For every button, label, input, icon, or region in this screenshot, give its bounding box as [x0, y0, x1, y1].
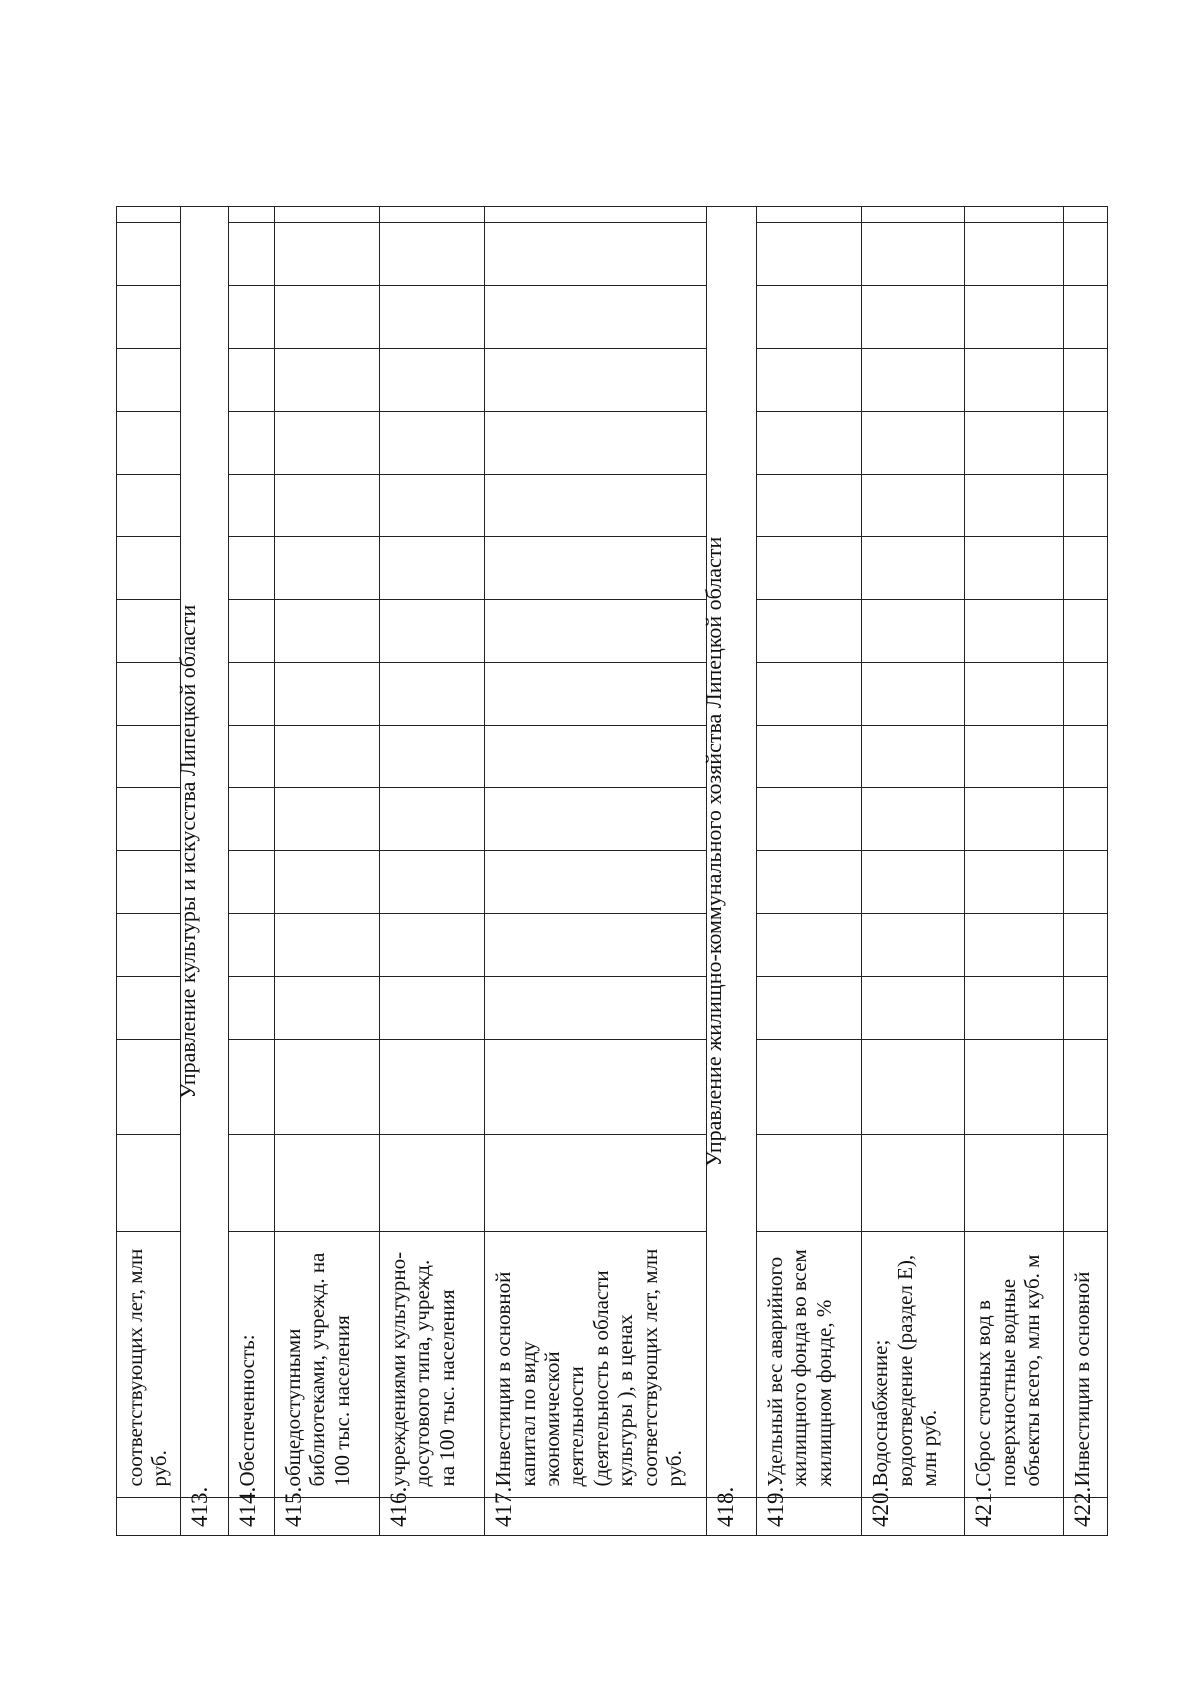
- value-cell: [965, 788, 1064, 851]
- value-cell: [117, 662, 181, 725]
- value-cell: [380, 1039, 485, 1134]
- value-cell: [485, 976, 706, 1039]
- value-cell: [965, 600, 1064, 663]
- table-row: [228, 207, 274, 1536]
- value-cell: [485, 537, 706, 600]
- value-cell: [380, 788, 485, 851]
- value-cell: [274, 207, 379, 223]
- indicator-name: Обеспеченность:: [228, 1232, 274, 1497]
- section-row: [706, 207, 756, 1536]
- value-cell: [965, 914, 1064, 977]
- value-cell: [117, 851, 181, 914]
- indicator-name: Сброс сточных вод в поверхностные водные объекты всего, млн куб. м: [965, 1232, 1064, 1497]
- value-cell: [1064, 914, 1108, 977]
- value-cell: [274, 600, 379, 663]
- value-cell: [485, 207, 706, 223]
- value-cell: [1064, 348, 1108, 411]
- row-number: 413.: [180, 1497, 228, 1535]
- value-cell: [757, 851, 862, 914]
- value-cell: [117, 1039, 181, 1134]
- value-cell: [757, 223, 862, 286]
- value-cell: [862, 976, 965, 1039]
- value-cell: [117, 223, 181, 286]
- indicator-name: учреждениями культурно-досугового типа, учрежд. на 100 тыс. населения: [380, 1232, 485, 1497]
- value-cell: [485, 474, 706, 537]
- value-cell: [965, 851, 1064, 914]
- value-cell: [380, 1134, 485, 1231]
- value-cell: [485, 1134, 706, 1231]
- indicator-name: Водоснабжение; водоотведение (раздел Е), млн руб.: [862, 1232, 965, 1497]
- value-cell: [862, 600, 965, 663]
- value-cell: [1064, 286, 1108, 349]
- value-cell: [228, 976, 274, 1039]
- value-cell: [757, 600, 862, 663]
- value-cell: [228, 207, 274, 223]
- value-cell: [965, 223, 1064, 286]
- value-cell: [485, 788, 706, 851]
- row-number: [117, 1497, 181, 1535]
- value-cell: [965, 474, 1064, 537]
- value-cell: [757, 1039, 862, 1134]
- value-cell: [862, 207, 965, 223]
- section-title: [174, 207, 228, 1498]
- indicator-name: соответствующих лет, млн руб.: [117, 1232, 181, 1497]
- table-row: [485, 207, 706, 1536]
- value-cell: [1064, 1134, 1108, 1231]
- value-cell: [965, 348, 1064, 411]
- value-cell: [757, 411, 862, 474]
- section-title-text: Управление культуры и искусства Липецкой области: [174, 604, 200, 1099]
- value-cell: [862, 286, 965, 349]
- row-number: 421.: [965, 1497, 1064, 1535]
- rotated-table-page: [116, 206, 1108, 1536]
- value-cell: [228, 788, 274, 851]
- value-cell: [380, 976, 485, 1039]
- value-cell: [862, 474, 965, 537]
- section-title: [700, 207, 756, 1498]
- value-cell: [117, 207, 181, 223]
- value-cell: [117, 725, 181, 788]
- value-cell: [757, 537, 862, 600]
- value-cell: [274, 1039, 379, 1134]
- value-cell: [274, 474, 379, 537]
- value-cell: [228, 286, 274, 349]
- value-cell: [485, 1039, 706, 1134]
- value-cell: [757, 914, 862, 977]
- indicator-table: [116, 206, 1108, 1536]
- value-cell: [757, 474, 862, 537]
- value-cell: [485, 286, 706, 349]
- value-cell: [757, 348, 862, 411]
- row-number: 419.: [757, 1497, 862, 1535]
- value-cell: [228, 1039, 274, 1134]
- row-number: 418.: [706, 1497, 756, 1535]
- value-cell: [965, 286, 1064, 349]
- value-cell: [965, 1039, 1064, 1134]
- table-row: [274, 207, 379, 1536]
- section-row: [180, 207, 228, 1536]
- value-cell: [117, 788, 181, 851]
- table-row: [862, 207, 965, 1536]
- value-cell: [117, 914, 181, 977]
- value-cell: [485, 851, 706, 914]
- value-cell: [274, 411, 379, 474]
- value-cell: [228, 600, 274, 663]
- value-cell: [117, 286, 181, 349]
- value-cell: [228, 411, 274, 474]
- value-cell: [965, 537, 1064, 600]
- value-cell: [228, 474, 274, 537]
- value-cell: [274, 1134, 379, 1231]
- value-cell: [1064, 207, 1108, 223]
- value-cell: [485, 725, 706, 788]
- value-cell: [117, 600, 181, 663]
- value-cell: [380, 537, 485, 600]
- value-cell: [228, 537, 274, 600]
- value-cell: [1064, 1039, 1108, 1134]
- value-cell: [228, 1134, 274, 1231]
- value-cell: [380, 207, 485, 223]
- value-cell: [274, 976, 379, 1039]
- value-cell: [380, 411, 485, 474]
- section-title-text: Управление жилищно-коммунального хозяйства Липецкой области: [700, 536, 726, 1167]
- value-cell: [380, 223, 485, 286]
- value-cell: [117, 1134, 181, 1231]
- value-cell: [380, 725, 485, 788]
- value-cell: [485, 914, 706, 977]
- value-cell: [965, 662, 1064, 725]
- value-cell: [862, 851, 965, 914]
- row-number: 416.: [380, 1497, 485, 1535]
- value-cell: [274, 662, 379, 725]
- value-cell: [1064, 851, 1108, 914]
- value-cell: [757, 976, 862, 1039]
- value-cell: [862, 662, 965, 725]
- value-cell: [485, 600, 706, 663]
- value-cell: [274, 286, 379, 349]
- value-cell: [228, 725, 274, 788]
- value-cell: [862, 411, 965, 474]
- value-cell: [274, 537, 379, 600]
- value-cell: [757, 725, 862, 788]
- value-cell: [757, 1134, 862, 1231]
- value-cell: [1064, 662, 1108, 725]
- value-cell: [274, 851, 379, 914]
- value-cell: [380, 600, 485, 663]
- value-cell: [757, 207, 862, 223]
- table-row: [117, 207, 181, 1536]
- table-row: [1064, 207, 1108, 1536]
- value-cell: [1064, 976, 1108, 1039]
- value-cell: [380, 348, 485, 411]
- row-number: 414.: [228, 1497, 274, 1535]
- value-cell: [862, 788, 965, 851]
- value-cell: [862, 348, 965, 411]
- value-cell: [485, 662, 706, 725]
- value-cell: [757, 286, 862, 349]
- value-cell: [965, 976, 1064, 1039]
- value-cell: [1064, 788, 1108, 851]
- value-cell: [228, 223, 274, 286]
- value-cell: [862, 1134, 965, 1231]
- value-cell: [274, 914, 379, 977]
- value-cell: [228, 662, 274, 725]
- value-cell: [965, 725, 1064, 788]
- value-cell: [228, 851, 274, 914]
- row-number: 415.: [274, 1497, 379, 1535]
- value-cell: [862, 1039, 965, 1134]
- value-cell: [228, 348, 274, 411]
- value-cell: [965, 1134, 1064, 1231]
- value-cell: [485, 223, 706, 286]
- value-cell: [862, 537, 965, 600]
- value-cell: [117, 411, 181, 474]
- value-cell: [485, 348, 706, 411]
- value-cell: [117, 976, 181, 1039]
- value-cell: [117, 537, 181, 600]
- indicator-name: Удельный вес аварийного жилищного фонда во всем жилищном фонде, %: [757, 1232, 862, 1497]
- value-cell: [485, 411, 706, 474]
- value-cell: [380, 851, 485, 914]
- value-cell: [965, 411, 1064, 474]
- row-number: 417.: [485, 1497, 706, 1535]
- value-cell: [1064, 411, 1108, 474]
- row-number: 420.: [862, 1497, 965, 1535]
- indicator-name: Инвестиции в основной: [1064, 1232, 1108, 1497]
- value-cell: [862, 725, 965, 788]
- value-cell: [1064, 223, 1108, 286]
- value-cell: [117, 474, 181, 537]
- table-row: [757, 207, 862, 1536]
- indicator-name: Инвестиции в основной капитал по виду экономической деятельности (деятельность в области культуры ), в ценах соответствующих лет, млн руб.: [485, 1232, 706, 1497]
- value-cell: [274, 788, 379, 851]
- value-cell: [274, 725, 379, 788]
- table-row: [380, 207, 485, 1536]
- value-cell: [862, 914, 965, 977]
- value-cell: [1064, 537, 1108, 600]
- row-number: 422.: [1064, 1497, 1108, 1535]
- value-cell: [757, 662, 862, 725]
- value-cell: [380, 914, 485, 977]
- value-cell: [965, 207, 1064, 223]
- value-cell: [274, 348, 379, 411]
- value-cell: [380, 286, 485, 349]
- value-cell: [228, 914, 274, 977]
- indicator-name: общедоступными библиотеками, учрежд. на 100 тыс. населения: [274, 1232, 379, 1497]
- value-cell: [757, 788, 862, 851]
- value-cell: [862, 223, 965, 286]
- value-cell: [1064, 600, 1108, 663]
- value-cell: [380, 662, 485, 725]
- value-cell: [1064, 474, 1108, 537]
- table-row: [965, 207, 1064, 1536]
- value-cell: [380, 474, 485, 537]
- value-cell: [117, 348, 181, 411]
- value-cell: [274, 223, 379, 286]
- value-cell: [1064, 725, 1108, 788]
